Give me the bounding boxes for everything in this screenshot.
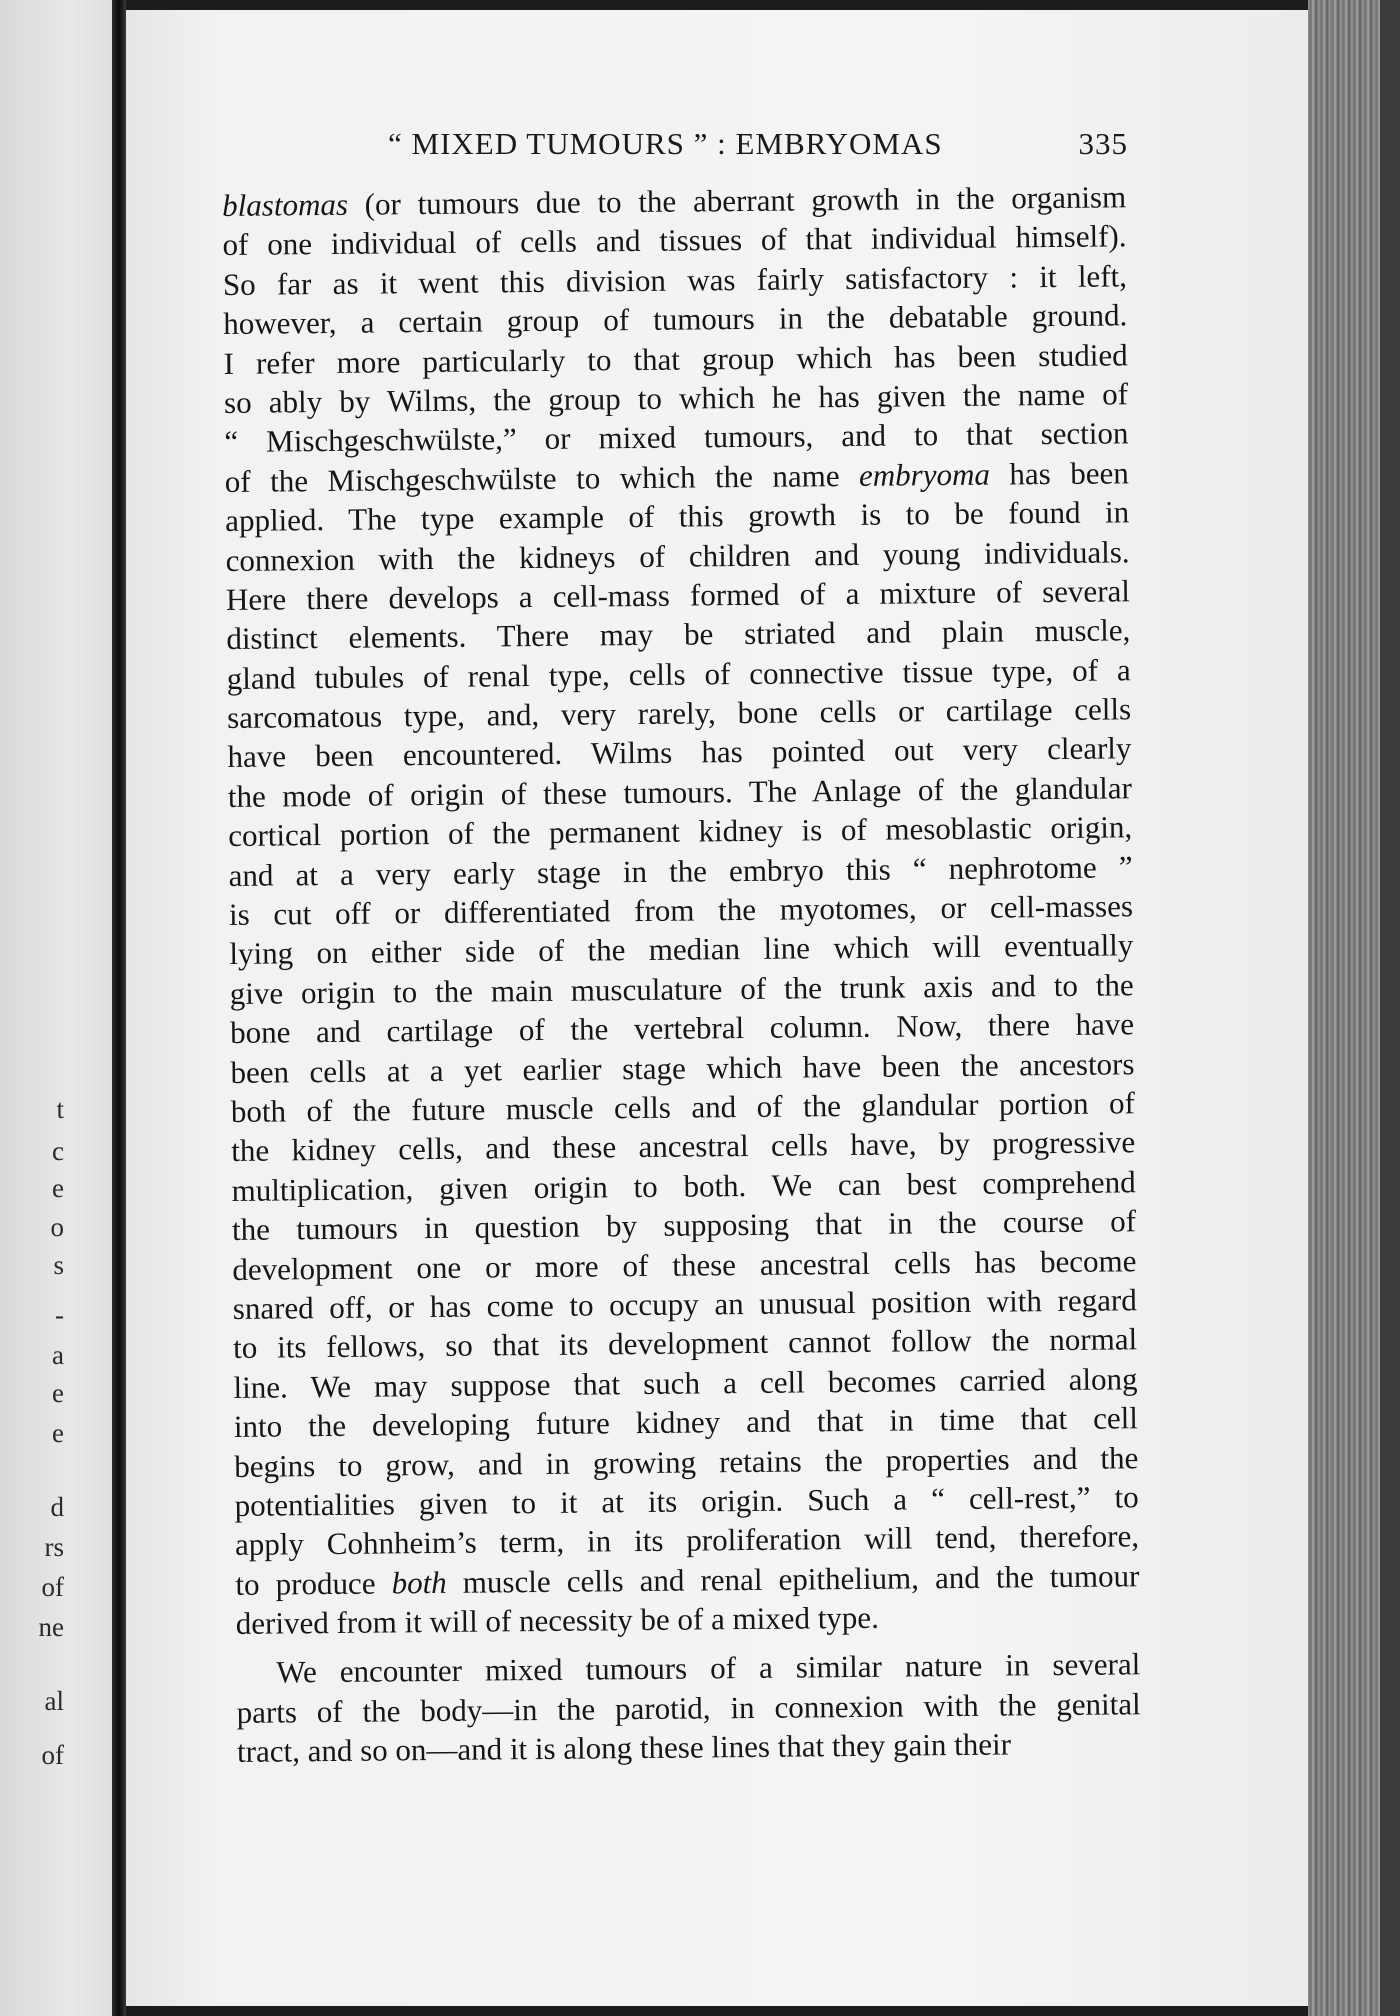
paragraph-2 — [236, 1645, 1141, 1772]
paragraph-1 — [222, 177, 1140, 1643]
margin-fragment: of — [41, 1740, 64, 1770]
text-run: cortical portion of the permanent kidney is of mesoblastic origin, — [228, 809, 1133, 854]
text-run: bone and cartilage of the vertebral column. Now, there have — [229, 1006, 1135, 1051]
previous-page-edge — [0, 0, 120, 2016]
text-run: tract, and so on—and it is along these lines that they gain their — [236, 1726, 1012, 1770]
text-run: both of the future muscle cells and of the glandular portion of — [230, 1085, 1136, 1129]
text-run: of one individual of cells and tissues of that individual himself). — [222, 218, 1127, 263]
text-run: however, a certain group of tumours in the debatable ground. — [223, 297, 1128, 342]
margin-fragment: - — [55, 1300, 64, 1330]
body-text — [222, 177, 1141, 1771]
text-run: of the Mischgeschwülste to which the name — [224, 457, 860, 499]
text-run: derived from it will of necessity be of a mixed type. — [235, 1599, 880, 1641]
margin-fragment: s — [53, 1250, 64, 1280]
text-run: gland tubules of renal type, cells of connective tissue type, of a — [226, 651, 1131, 696]
margin-fragment: al — [44, 1686, 64, 1716]
text-run: is cut off or differentiated from the myotomes, or cell-masses — [228, 888, 1134, 932]
italic-term: embryoma — [858, 456, 991, 493]
text-run: the mode of origin of these tumours. The Anlage of the glandular — [227, 770, 1132, 814]
text-run: potentialities given to it at its origin. Such a “ cell-rest,” to — [234, 1479, 1139, 1523]
text-run: So far as it went this division was fairly satisfactory : it left, — [222, 258, 1128, 302]
text-run: line. We may suppose that such a cell becomes carried along — [233, 1360, 1138, 1405]
text-run: sarcomatous type, and, very rarely, bone cells or cartilage cells — [226, 691, 1132, 736]
text-run: give origin to the main musculature of the trunk axis and to the — [229, 967, 1134, 1011]
margin-fragment: c — [52, 1136, 64, 1166]
text-run: to its fellows, so that its development cannot follow the normal — [232, 1321, 1138, 1366]
text-run: the tumours in question by supposing that in the course of — [231, 1203, 1137, 1248]
text-run: connexion with the kidneys of children and young individuals. — [225, 533, 1130, 578]
text-run: has been — [989, 455, 1129, 492]
text-run: Here there develops a cell-mass formed of a mixture of several — [225, 573, 1131, 617]
scan-border — [1380, 0, 1400, 2016]
text-run: “ Mischgeschwülste,” or mixed tumours, and to that section — [224, 415, 1129, 460]
margin-fragment: rs — [44, 1532, 64, 1562]
book-gutter — [112, 0, 126, 2016]
text-run: lying on either side of the median line which will eventually — [229, 927, 1134, 972]
page-number: 335 — [1078, 126, 1128, 161]
text-run: snared off, or has come to occupy an unusual position with regard — [232, 1282, 1137, 1326]
text-run: been cells at a yet earlier stage which have been the ancestors — [230, 1045, 1135, 1090]
text-run: (or tumours due to the aberrant growth in the organism — [347, 179, 1127, 222]
text-run: applied. The type example of this growth is to be found in — [225, 494, 1130, 539]
italic-term: blastomas — [222, 186, 349, 223]
margin-fragment: a — [52, 1340, 64, 1370]
margin-fragment: e — [52, 1418, 64, 1448]
margin-fragment: t — [56, 1094, 64, 1124]
text-run: multiplication, given origin to both. We can best comprehend — [231, 1164, 1136, 1208]
text-run: and at a very early stage in the embryo this “ nephrotome ” — [228, 848, 1133, 893]
text-run: have been encountered. Wilms has pointed out very clearly — [227, 730, 1132, 775]
text-run: muscle cells and renal epithelium, and the tumour — [446, 1557, 1140, 1600]
margin-fragment: o — [50, 1212, 64, 1242]
text-run: apply Cohnheim’s term, in its proliferation will tend, therefore, — [234, 1518, 1140, 1563]
page-header — [228, 126, 1128, 166]
margin-fragment: d — [50, 1492, 64, 1522]
margin-fragment: of — [41, 1572, 64, 1602]
text-run: into the developing future kidney and that in time that cell — [233, 1400, 1139, 1445]
text-run: distinct elements. There may be striated and plain muscle, — [226, 612, 1131, 657]
running-head: “ MIXED TUMOURS ” : EMBRYOMAS — [388, 126, 943, 161]
text-run: development one or more of these ancestral cells has become — [232, 1242, 1137, 1287]
italic-term: both — [391, 1564, 447, 1601]
text-run: to produce — [235, 1565, 392, 1602]
text-run: begins to grow, and in growing retains the properties and the — [234, 1439, 1139, 1484]
text-run: We encounter mixed tumours of a similar nature in several — [276, 1646, 1141, 1690]
text-run: parts of the body—in the parotid, in connexion with the genital — [236, 1686, 1141, 1730]
text-run: I refer more particularly to that group which has been studied — [223, 336, 1128, 381]
text-run: so ably by Wilms, the group to which he has given the name of — [223, 376, 1129, 420]
margin-fragment: e — [52, 1378, 64, 1408]
margin-fragment: ne — [38, 1612, 64, 1642]
text-run: the kidney cells, and these ancestral cells have, by progressive — [231, 1124, 1136, 1169]
margin-fragment: e — [52, 1173, 64, 1203]
